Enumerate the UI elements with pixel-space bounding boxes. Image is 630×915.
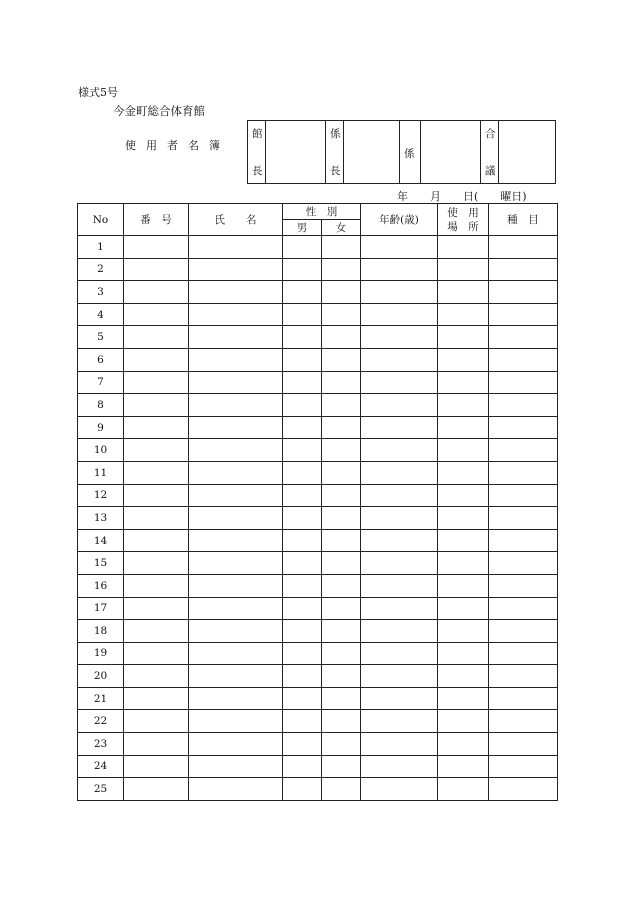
female-cell[interactable] [322,733,361,756]
header-place-line1: 使 用 [447,206,479,219]
female-cell[interactable] [322,416,361,439]
row-number: 16 [78,574,124,597]
name-cell[interactable] [189,778,283,801]
male-cell[interactable] [283,258,322,281]
place-cell[interactable] [438,642,489,665]
row-number: 21 [78,687,124,710]
number-cell[interactable] [124,236,189,259]
place-cell[interactable] [438,484,489,507]
header-male: 男 [283,220,322,236]
age-cell[interactable] [361,461,438,484]
place-cell[interactable] [438,394,489,417]
table-row [78,755,558,778]
place-cell[interactable] [438,416,489,439]
number-cell[interactable] [124,642,189,665]
age-cell[interactable] [361,620,438,643]
type-cell[interactable] [489,326,558,349]
director-label [248,121,266,183]
male-cell[interactable] [283,394,322,417]
age-cell[interactable] [361,303,438,326]
male-cell[interactable] [283,574,322,597]
number-cell[interactable] [124,755,189,778]
female-cell[interactable] [322,642,361,665]
facility-name: 今金町総合体育館 [113,104,205,118]
header-female: 女 [322,220,361,236]
consult-label-top: 合 [485,128,496,140]
name-cell[interactable] [189,687,283,710]
place-cell[interactable] [438,439,489,462]
female-cell[interactable] [322,710,361,733]
type-cell[interactable] [489,687,558,710]
male-cell[interactable] [283,710,322,733]
date-line: 年 月 日( 曜日) [397,190,527,203]
female-cell[interactable] [322,394,361,417]
male-cell[interactable] [283,507,322,530]
table-row [78,484,558,507]
row-number: 12 [78,484,124,507]
row-number: 10 [78,439,124,462]
male-cell[interactable] [283,687,322,710]
row-number: 8 [78,394,124,417]
table-row [78,733,558,756]
place-cell[interactable] [438,281,489,304]
row-number: 18 [78,620,124,643]
register-title: 使用者名簿 [125,139,230,152]
male-cell[interactable] [283,552,322,575]
place-cell[interactable] [438,665,489,688]
female-cell[interactable] [322,552,361,575]
name-cell[interactable] [189,416,283,439]
consult-label [481,121,499,183]
table-row [78,394,558,417]
age-cell[interactable] [361,439,438,462]
male-cell[interactable] [283,461,322,484]
place-cell[interactable] [438,755,489,778]
name-cell[interactable] [189,665,283,688]
male-cell[interactable] [283,281,322,304]
age-cell[interactable] [361,665,438,688]
type-cell[interactable] [489,620,558,643]
name-cell[interactable] [189,620,283,643]
table-row [78,620,558,643]
type-cell[interactable] [489,755,558,778]
number-cell[interactable] [124,778,189,801]
female-cell[interactable] [322,687,361,710]
age-cell[interactable] [361,348,438,371]
female-cell[interactable] [322,439,361,462]
number-cell[interactable] [124,326,189,349]
age-cell[interactable] [361,733,438,756]
table-row [78,258,558,281]
approval-stamp-box [247,120,556,184]
female-cell[interactable] [322,303,361,326]
row-number: 15 [78,552,124,575]
table-row [78,507,558,530]
place-cell[interactable] [438,258,489,281]
row-number: 14 [78,529,124,552]
female-cell[interactable] [322,778,361,801]
consult-label-bottom: 議 [485,165,496,177]
name-cell[interactable] [189,236,283,259]
type-cell[interactable] [489,642,558,665]
age-cell[interactable] [361,642,438,665]
type-cell[interactable] [489,552,558,575]
table-row [78,236,558,259]
type-cell[interactable] [489,371,558,394]
female-cell[interactable] [322,620,361,643]
male-cell[interactable] [283,371,322,394]
age-cell[interactable] [361,281,438,304]
row-number: 7 [78,371,124,394]
table-row [78,281,558,304]
female-cell[interactable] [322,371,361,394]
place-cell[interactable] [438,552,489,575]
name-cell[interactable] [189,755,283,778]
table-row [78,529,558,552]
place-cell[interactable] [438,529,489,552]
row-number: 23 [78,733,124,756]
age-cell[interactable] [361,236,438,259]
row-number: 1 [78,236,124,259]
place-cell[interactable] [438,303,489,326]
header-place-line2: 場 所 [447,220,479,233]
staff-stamp-area[interactable] [421,121,481,183]
name-cell[interactable] [189,439,283,462]
number-cell[interactable] [124,507,189,530]
age-cell[interactable] [361,574,438,597]
name-cell[interactable] [189,394,283,417]
place-cell[interactable] [438,710,489,733]
type-cell[interactable] [489,303,558,326]
staff-label-text: 係 [404,148,415,160]
name-cell[interactable] [189,258,283,281]
male-cell[interactable] [283,597,322,620]
header-no: No [78,204,124,236]
header-number: 番 号 [124,204,189,236]
type-cell[interactable] [489,597,558,620]
place-cell[interactable] [438,236,489,259]
consult-stamp-area[interactable] [499,121,555,183]
name-cell[interactable] [189,574,283,597]
number-cell[interactable] [124,574,189,597]
age-cell[interactable] [361,416,438,439]
place-cell[interactable] [438,326,489,349]
number-cell[interactable] [124,394,189,417]
table-row [78,348,558,371]
name-cell[interactable] [189,348,283,371]
type-cell[interactable] [489,348,558,371]
director-stamp-area[interactable] [266,121,326,183]
table-row [78,597,558,620]
row-number: 19 [78,642,124,665]
place-cell[interactable] [438,461,489,484]
male-cell[interactable] [283,236,322,259]
table-row [78,326,558,349]
name-cell[interactable] [189,484,283,507]
age-cell[interactable] [361,552,438,575]
number-cell[interactable] [124,416,189,439]
place-cell[interactable] [438,507,489,530]
type-cell[interactable] [489,778,558,801]
section-chief-label-top: 係 [330,128,341,140]
type-cell[interactable] [489,710,558,733]
age-cell[interactable] [361,529,438,552]
number-cell[interactable] [124,439,189,462]
male-cell[interactable] [283,778,322,801]
number-cell[interactable] [124,710,189,733]
place-cell[interactable] [438,733,489,756]
number-cell[interactable] [124,620,189,643]
age-cell[interactable] [361,371,438,394]
number-cell[interactable] [124,281,189,304]
male-cell[interactable] [283,326,322,349]
row-number: 4 [78,303,124,326]
name-cell[interactable] [189,326,283,349]
female-cell[interactable] [322,461,361,484]
male-cell[interactable] [283,529,322,552]
type-cell[interactable] [489,484,558,507]
number-cell[interactable] [124,258,189,281]
row-number: 3 [78,281,124,304]
section-chief-label-bottom: 長 [330,165,341,177]
age-cell[interactable] [361,326,438,349]
male-cell[interactable] [283,642,322,665]
register-body [78,236,558,801]
female-cell[interactable] [322,258,361,281]
number-cell[interactable] [124,552,189,575]
type-cell[interactable] [489,394,558,417]
row-number: 5 [78,326,124,349]
type-cell[interactable] [489,236,558,259]
age-cell[interactable] [361,394,438,417]
number-cell[interactable] [124,484,189,507]
number-cell[interactable] [124,665,189,688]
place-cell[interactable] [438,687,489,710]
row-number: 13 [78,507,124,530]
age-cell[interactable] [361,710,438,733]
director-label-bottom: 長 [252,165,263,177]
table-row [78,665,558,688]
place-cell[interactable] [438,778,489,801]
name-cell[interactable] [189,529,283,552]
table-row [78,439,558,462]
male-cell[interactable] [283,303,322,326]
number-cell[interactable] [124,303,189,326]
age-cell[interactable] [361,687,438,710]
female-cell[interactable] [322,755,361,778]
number-cell[interactable] [124,597,189,620]
type-cell[interactable] [489,507,558,530]
name-cell[interactable] [189,552,283,575]
header-place [438,204,489,236]
name-cell[interactable] [189,303,283,326]
female-cell[interactable] [322,597,361,620]
type-cell[interactable] [489,258,558,281]
female-cell[interactable] [322,236,361,259]
age-cell[interactable] [361,507,438,530]
row-number: 25 [78,778,124,801]
place-cell[interactable] [438,371,489,394]
female-cell[interactable] [322,574,361,597]
number-cell[interactable] [124,371,189,394]
type-cell[interactable] [489,416,558,439]
name-cell[interactable] [189,597,283,620]
type-cell[interactable] [489,281,558,304]
age-cell[interactable] [361,597,438,620]
name-cell[interactable] [189,710,283,733]
male-cell[interactable] [283,439,322,462]
male-cell[interactable] [283,755,322,778]
number-cell[interactable] [124,461,189,484]
number-cell[interactable] [124,687,189,710]
section-chief-label [326,121,344,183]
row-number: 2 [78,258,124,281]
place-cell[interactable] [438,348,489,371]
age-cell[interactable] [361,778,438,801]
female-cell[interactable] [322,484,361,507]
row-number: 24 [78,755,124,778]
type-cell[interactable] [489,461,558,484]
type-cell[interactable] [489,665,558,688]
female-cell[interactable] [322,529,361,552]
female-cell[interactable] [322,326,361,349]
male-cell[interactable] [283,620,322,643]
male-cell[interactable] [283,733,322,756]
name-cell[interactable] [189,461,283,484]
row-number: 6 [78,348,124,371]
type-cell[interactable] [489,439,558,462]
number-cell[interactable] [124,733,189,756]
female-cell[interactable] [322,281,361,304]
female-cell[interactable] [322,665,361,688]
age-cell[interactable] [361,755,438,778]
number-cell[interactable] [124,348,189,371]
header-type: 種 目 [489,204,558,236]
place-cell[interactable] [438,574,489,597]
male-cell[interactable] [283,665,322,688]
table-row [78,778,558,801]
female-cell[interactable] [322,507,361,530]
table-row [78,642,558,665]
section-chief-stamp-area[interactable] [344,121,400,183]
table-row [78,574,558,597]
form-number: 様式5号 [78,86,118,99]
director-label-top: 館 [252,128,263,140]
row-number: 17 [78,597,124,620]
name-cell[interactable] [189,507,283,530]
male-cell[interactable] [283,348,322,371]
type-cell[interactable] [489,529,558,552]
male-cell[interactable] [283,416,322,439]
table-row [78,416,558,439]
place-cell[interactable] [438,620,489,643]
header-gender: 性 別 [283,204,361,220]
female-cell[interactable] [322,348,361,371]
age-cell[interactable] [361,258,438,281]
row-number: 9 [78,416,124,439]
table-row [78,461,558,484]
type-cell[interactable] [489,733,558,756]
user-register-table [77,203,558,801]
table-row [78,552,558,575]
place-cell[interactable] [438,597,489,620]
name-cell[interactable] [189,371,283,394]
number-cell[interactable] [124,529,189,552]
header-age: 年齢(歳) [361,204,438,236]
header-name: 氏 名 [189,204,283,236]
male-cell[interactable] [283,484,322,507]
row-number: 20 [78,665,124,688]
table-row [78,710,558,733]
type-cell[interactable] [489,574,558,597]
row-number: 11 [78,461,124,484]
name-cell[interactable] [189,642,283,665]
staff-label [400,121,421,183]
table-row [78,371,558,394]
age-cell[interactable] [361,484,438,507]
table-row [78,303,558,326]
row-number: 22 [78,710,124,733]
name-cell[interactable] [189,733,283,756]
name-cell[interactable] [189,281,283,304]
table-row [78,687,558,710]
